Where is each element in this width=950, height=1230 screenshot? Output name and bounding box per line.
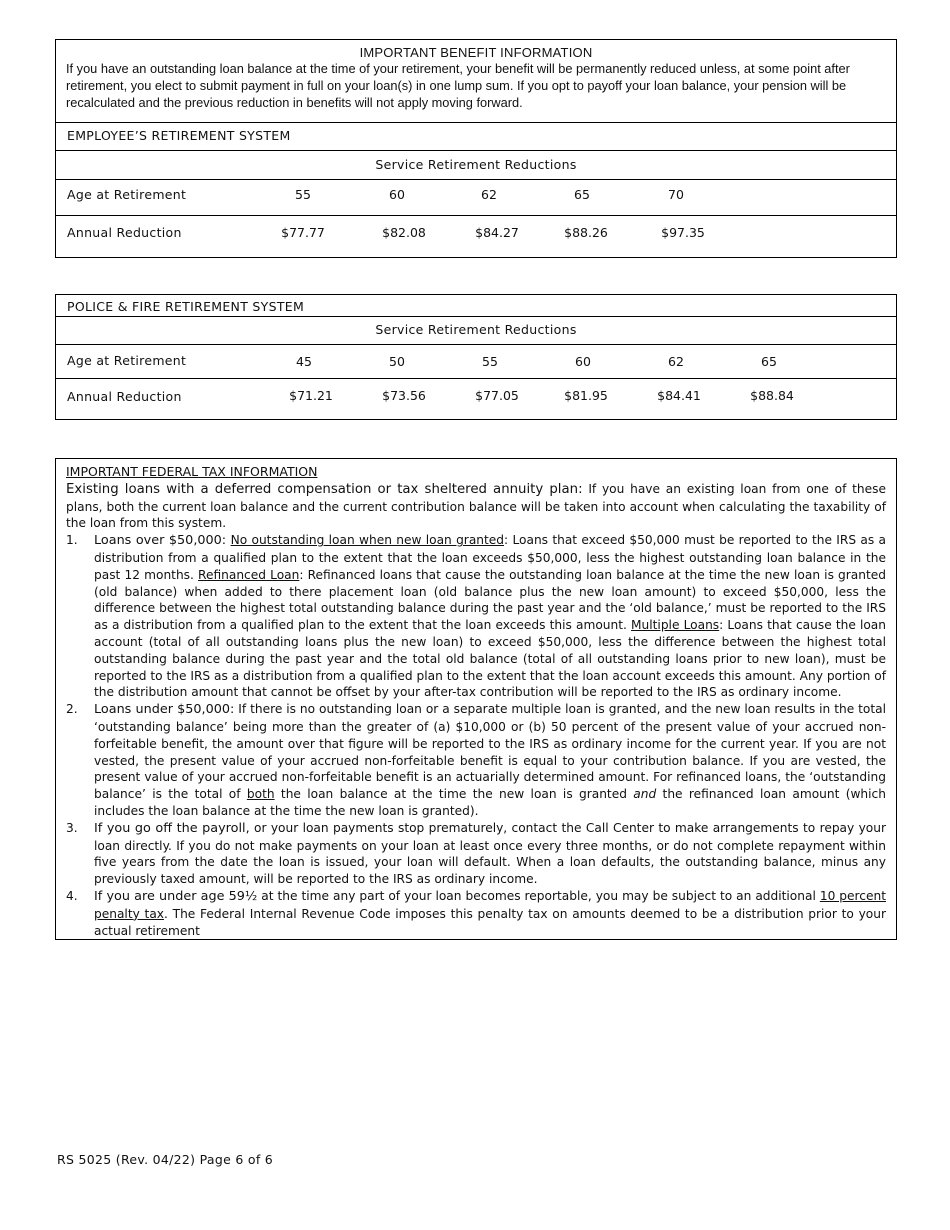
divider bbox=[56, 215, 896, 216]
divider bbox=[56, 344, 896, 345]
list-number: 2. bbox=[66, 702, 78, 717]
form-footer: RS 5025 (Rev. 04/22) Page 6 of 6 bbox=[57, 1152, 274, 1167]
list-number: 1. bbox=[66, 533, 78, 548]
item-text: at the time any part of your loan becomes reportable, you may be subject to an additional bbox=[257, 888, 820, 903]
benefit-info-title: IMPORTANT BENEFIT INFORMATION bbox=[359, 45, 593, 60]
list-item bbox=[66, 888, 886, 939]
pfrs-reduction-cell: $88.84 bbox=[750, 388, 794, 403]
item-lead: Loans under $50,000: bbox=[94, 702, 235, 718]
item-underlined: 10 percent penalty tax bbox=[94, 888, 886, 921]
pfrs-age-cell: 55 bbox=[482, 354, 498, 369]
ers-age-cell: 62 bbox=[481, 187, 497, 202]
pfrs-reduction-cell: $84.41 bbox=[657, 388, 701, 403]
pfrs-system-name: POLICE & FIRE RETIREMENT SYSTEM bbox=[67, 299, 305, 314]
item-lead: Loans over $50,000: bbox=[94, 533, 231, 549]
divider bbox=[56, 316, 896, 317]
pfrs-reduction-cell: $73.56 bbox=[382, 388, 426, 403]
item-italic: and bbox=[633, 787, 657, 802]
item-text: : Loans that cause the loan account (total of all outstanding loans plus the new loan) to exceed $50,000, less the difference between the highest total outstanding balance during the past year and the total old balance (total of all outstanding loans prior to new loan), must be reported to the IRS as a distribution from a qualified plan to the extent that the loan account exceeds this amount. Any portion of the distribution amount that cannot be offset by your after-tax contribution will be reported to the IRS as ordinary income. bbox=[94, 618, 886, 700]
item-underlined: both bbox=[246, 787, 275, 802]
item-underlined: No outstanding loan when new loan granted bbox=[230, 533, 505, 548]
pfrs-reduction-cell: $81.95 bbox=[564, 388, 608, 403]
ers-reduction-cell: $77.77 bbox=[281, 225, 325, 240]
list-item bbox=[66, 820, 886, 888]
item-text: the refinanced loan amount (which includes the loan balance at the time the new loan is granted). bbox=[94, 787, 886, 818]
divider bbox=[56, 378, 896, 379]
ers-reduction-cell: $97.35 bbox=[661, 225, 705, 240]
list-number: 4. bbox=[66, 888, 78, 903]
tax-list bbox=[66, 532, 886, 939]
divider bbox=[56, 122, 896, 123]
item-text: : Loans that exceed $50,000 must be reported to the IRS as a distribution from a qualified plan to the extent that the loan exceeds $50,000, less the highest outstanding loan balance in the past 12 months. bbox=[94, 533, 886, 582]
item-underlined: Refinanced Loan bbox=[198, 567, 300, 582]
tax-intro-lead: Existing loans with a deferred compensation or tax sheltered annuity plan: bbox=[66, 481, 583, 497]
item-lead: If you go off the payroll, bbox=[94, 820, 250, 836]
benefit-info-text: If you have an outstanding loan balance at the time of your retirement, your benefit will be permanently reduced unless, at some point after retirement, you elect to submit payment in full on your loan(s) in one lump sum. If you opt to payoff your loan balance, your pension will be recalculated and the previous reduction in benefits will not apply moving forward. bbox=[66, 61, 850, 110]
ers-age-label: Age at Retirement bbox=[67, 187, 187, 202]
item-text: or your loan payments stop prematurely, contact the Call Center to make arrangements to repay your loan directly. If you do not make payments on your loan at least once every three months, or do not complete repayment within five years from the date the loan is issued, your loan will default. When a loan defaults, the outstanding balance, minus any previously taxed amount, will be reported to the IRS as ordinary income. bbox=[94, 820, 886, 887]
tax-info-intro bbox=[66, 481, 886, 532]
list-item bbox=[66, 701, 886, 820]
ers-subtitle: Service Retirement Reductions bbox=[375, 157, 577, 172]
pfrs-reduction-cell: $71.21 bbox=[289, 388, 333, 403]
pfrs-reduction-cell: $77.05 bbox=[475, 388, 519, 403]
pfrs-box bbox=[55, 294, 897, 420]
pfrs-age-label: Age at Retirement bbox=[67, 353, 187, 368]
ers-age-cell: 55 bbox=[295, 187, 311, 202]
pfrs-age-cell: 50 bbox=[389, 354, 405, 369]
pfrs-age-cell: 62 bbox=[668, 354, 684, 369]
pfrs-age-cell: 60 bbox=[575, 354, 591, 369]
ers-age-cell: 60 bbox=[389, 187, 405, 202]
pfrs-age-cell: 45 bbox=[296, 354, 312, 369]
divider bbox=[56, 150, 896, 151]
ers-system-name: EMPLOYEE’S RETIREMENT SYSTEM bbox=[67, 128, 291, 143]
item-text: . The Federal Internal Revenue Code imposes this penalty tax on amounts deemed to be a distribution prior to your actual retirement bbox=[94, 906, 887, 938]
pfrs-age-cell: 65 bbox=[761, 354, 777, 369]
item-underlined: Multiple Loans bbox=[631, 618, 720, 633]
ers-reduction-cell: $82.08 bbox=[382, 225, 426, 240]
ers-age-cell: 65 bbox=[574, 187, 590, 202]
ers-reduction-label: Annual Reduction bbox=[67, 225, 182, 240]
ers-reduction-cell: $88.26 bbox=[564, 225, 608, 240]
tax-info-box bbox=[55, 458, 897, 940]
list-item bbox=[66, 532, 886, 701]
item-text: : Refinanced loans that cause the outstanding loan balance at the time the new loan is granted (old balance) when added to there placement loan (old balance plus the new loan amount) to exceed $50,000, less the difference between the highest total outstanding balance during the past year and the ‘old balance,’ must be reported to the IRS as a distribution from a qualified plan to the extent that the loan exceeds this amount. bbox=[94, 567, 887, 633]
tax-info-title: IMPORTANT FEDERAL TAX INFORMATION bbox=[66, 464, 318, 479]
list-number: 3. bbox=[66, 820, 78, 835]
pfrs-subtitle: Service Retirement Reductions bbox=[375, 322, 577, 337]
ers-age-cell: 70 bbox=[668, 187, 684, 202]
tax-intro-text: If you have an existing loan from one of these plans, both the current loan balance and the current contribution balance will be taken into account when calculating the taxability of the loan from this system. bbox=[66, 481, 886, 531]
benefit-info-box bbox=[55, 39, 897, 258]
item-text: If there is no outstanding loan or a separate multiple loan is granted, and the new loan results in the total ‘outstanding balance’ being more than the greater of (a) $10,000 or (b) 50 percent of the present value of your accrued non-forfeitable benefit, the amount over that figure will be reported to the IRS as ordinary income for the current year. If you are not vested, the present value of your accrued non-forfeitable benefit is equal to your contribution balance. If you are vested, the present value of your accrued non-forfeitable benefit is an actuarially determined amount. For refinanced loans, the ‘outstanding balance’ is the total of bbox=[94, 702, 886, 802]
divider bbox=[56, 179, 896, 180]
ers-reduction-cell: $84.27 bbox=[475, 225, 519, 240]
item-text: the loan balance at the time the new loan is granted bbox=[274, 787, 634, 802]
pfrs-reduction-label: Annual Reduction bbox=[67, 389, 182, 404]
item-lead: If you are under age 59½ bbox=[94, 888, 258, 904]
